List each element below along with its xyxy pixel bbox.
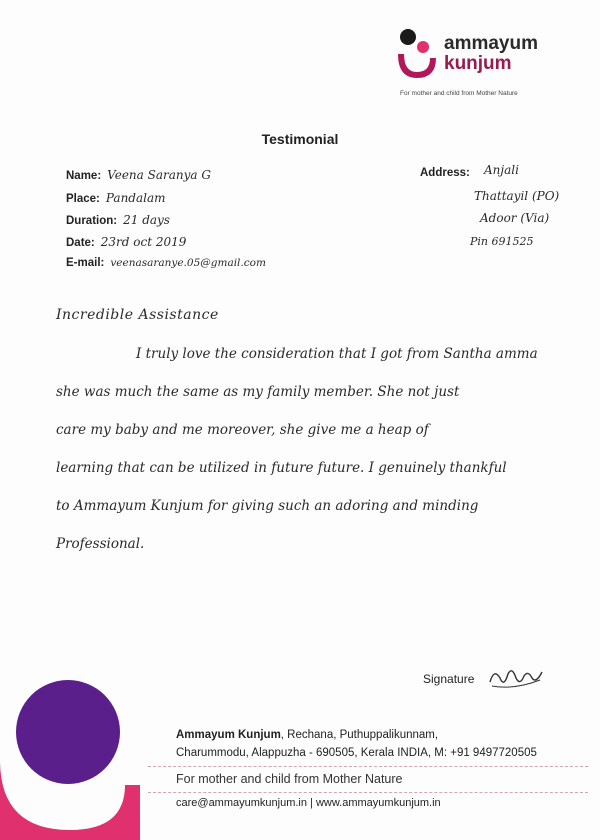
place-field	[66, 191, 166, 205]
address-line: Thattayil (PO)	[474, 189, 560, 203]
address-line: Adoor (Via)	[480, 211, 550, 225]
footer-company-name: Ammayum Kunjum	[176, 729, 281, 741]
place-label: Place:	[66, 193, 100, 205]
name-label: Name:	[66, 170, 102, 182]
testimonial-body	[56, 335, 596, 563]
body-line: Professional.	[56, 536, 145, 552]
testimonial-subject: Incredible Assistance	[56, 307, 219, 323]
footer-tagline: For mother and child from Mother Nature	[176, 772, 403, 786]
logo-line-1: ammayum	[444, 33, 538, 54]
footer-divider	[148, 766, 588, 767]
mother-child-logo-icon	[396, 28, 440, 84]
email-label: E-mail:	[66, 257, 105, 269]
footer-company-address	[176, 729, 438, 741]
signature-label: Signature	[423, 672, 475, 686]
place-value: Pandalam	[105, 191, 166, 205]
name-value: Veena Saranya G	[107, 168, 211, 182]
body-line: care my baby and me moreover, she give me a heap of	[56, 422, 429, 438]
logo-wordmark	[444, 34, 538, 74]
footer-address-2: Charummodu, Alappuzha - 690505, Kerala INDIA, M: +91 9497720505	[176, 747, 537, 759]
name-field	[66, 168, 211, 182]
address-label: Address:	[420, 167, 470, 179]
body-line: I truly love the consideration that I got from Santha amma	[136, 346, 538, 362]
logo-tagline: For mother and child from Mother Nature	[400, 90, 518, 97]
email-value: veenasaranye.05@gmail.com	[110, 257, 266, 269]
body-line: to Ammayum Kunjum for giving such an adoring and minding	[56, 498, 479, 514]
address-line: Anjali	[484, 163, 519, 177]
footer-divider	[148, 792, 588, 793]
page-title: Testimonial	[261, 131, 339, 147]
date-value: 23rd oct 2019	[100, 235, 187, 249]
ammayum-kunjum-logo	[396, 28, 566, 100]
footer-brand-graphic	[0, 670, 140, 840]
email-field	[66, 257, 266, 269]
duration-label: Duration:	[66, 215, 118, 227]
logo-line-2: kunjum	[444, 53, 512, 74]
body-line: learning that can be utilized in future future. I genuinely thankful	[56, 460, 507, 476]
body-line: she was much the same as my family member. She not just	[56, 384, 460, 400]
date-field	[66, 235, 186, 249]
address-line: Pin 691525	[470, 235, 534, 248]
duration-value: 21 days	[123, 213, 170, 227]
date-label: Date:	[66, 237, 95, 249]
handwritten-signature	[486, 664, 546, 692]
footer-contact: care@ammayumkunjum.in | www.ammayumkunjum.in	[176, 797, 441, 809]
footer-address-1: , Rechana, Puthuppalikunnam,	[280, 729, 439, 741]
duration-field	[66, 213, 170, 227]
